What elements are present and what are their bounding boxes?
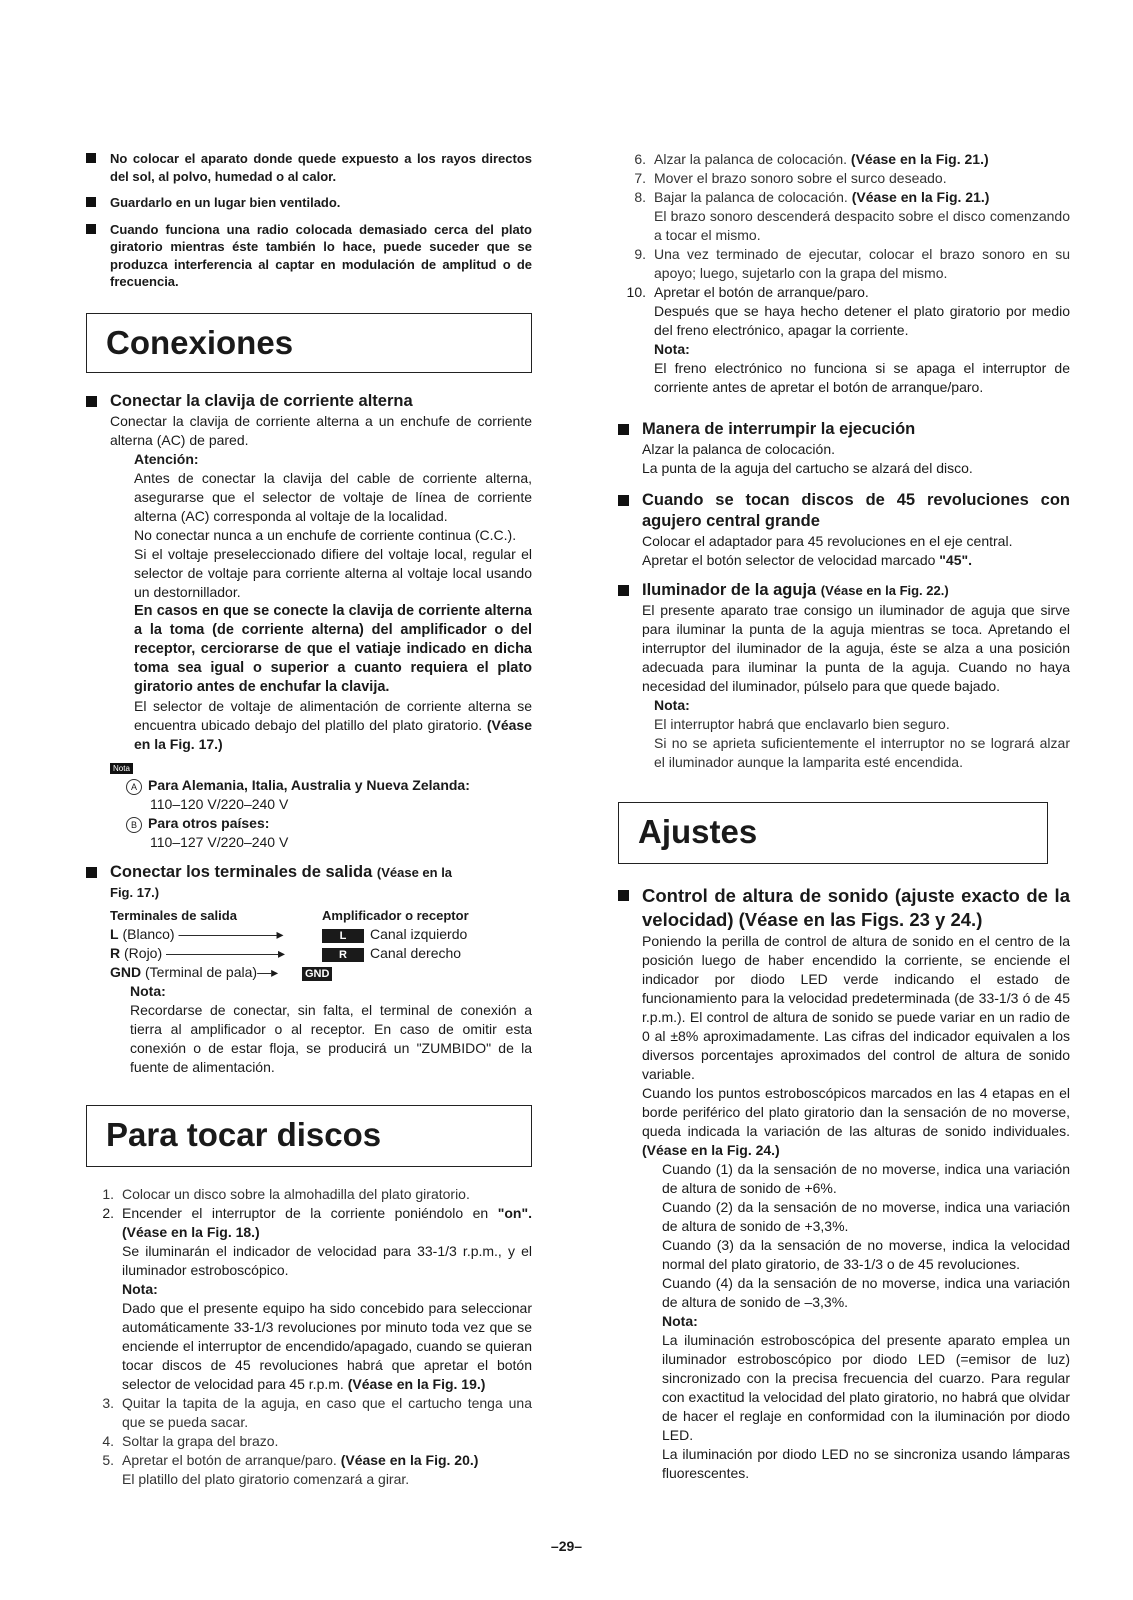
45-rpm-body: Colocar el adaptador para 45 revoluciones en el eje central. <box>642 533 1013 549</box>
pitch-case: Cuando (4) da la sensación de no moverse, indica una variación de altura de sonido de –3,3%. <box>662 1275 1070 1310</box>
atencion-bold-text: En casos en que se conecte la clavija de corriente alterna a la toma (de corriente alterna) del amplificador o del receptor, cerciorarse de que el vatiaje indicado en dicha toma sea igual o superior a cuanto requiera el plato giratorio antes de enchufar la clavija. <box>134 602 532 695</box>
terminal-row: GND (Terminal de pala)—▸ GND <box>86 963 532 982</box>
list-item: 6. Alzar la palanca de colocación. (Véase en la Fig. 21.) <box>634 151 989 167</box>
bullet-square-icon <box>86 867 97 878</box>
atencion-label: Atención: <box>134 450 199 467</box>
pitch-nota: La iluminación estroboscópica del presente aparato emplea un iluminador estroboscópico por diodo LED (=emisor de luz) sincronizado con la precisa frecuencia del cuarzo. Para regular con exactitud la velocidad del plato giratorio, no habrá que olvidar de hacer el reglaje en conformidad con la iluminación por diodo LED. <box>662 1332 1070 1443</box>
list-item: 1. Colocar un disco sobre la almohadilla del plato giratorio. <box>102 1185 470 1202</box>
heading-45-rpm: Cuando se tocan discos de 45 revoluciones con agujero central grande <box>618 490 1070 532</box>
region-b: B Para otros países: <box>86 814 532 833</box>
needle-light-body: El presente aparato trae consigo un iluminador de aguja que sirve para iluminar la punta de la aguja mientras se toca. Apretando el interruptor del iluminador de la aguja, éste se alza a una posición adecuada para iluminar la punta de la aguja. Cuando no haya necesidad del iluminador, púlselo para que quede bajado. <box>642 602 1070 694</box>
nota-text: Recordarse de conectar, sin falta, el terminal de conexión a tierra al amplificador o al receptor. En caso de omitir esta conexión o de estar floja, se producirá un "ZUMBIDO" de la fuente de alimentación. <box>130 1001 532 1075</box>
nota-label: Nota: <box>654 697 690 713</box>
terminal-row: R (Rojo) ————————▸ R Canal derecho <box>110 944 462 961</box>
bullet-square-icon <box>618 424 629 435</box>
page-number: –29– <box>550 1538 583 1554</box>
circled-b-icon: B <box>126 817 142 833</box>
list-item: 5. Apretar el botón de arranque/paro. (Véase en la Fig. 20.) <box>102 1451 479 1468</box>
nota-tag: Nota <box>110 763 133 774</box>
nota-label: Nota: <box>662 1313 698 1329</box>
circled-a-icon: A <box>126 779 142 795</box>
heading-pitch-control: Control de altura de sonido (ajuste exacto de la velocidad) (Véase en las Figs. 23 y 24.) <box>618 884 1070 932</box>
section-heading-para-tocar-discos: Para tocar discos <box>86 1105 532 1167</box>
pitch-case: Cuando (1) da la sensación de no moverse, indica una variación de altura de sonido de +6%. <box>662 1161 1070 1196</box>
heading-needle-light: Iluminador de la aguja (Véase en la Fig. 22.) <box>618 580 1070 601</box>
region-a-voltage: 110–120 V/220–240 V <box>150 795 289 812</box>
list-item: 4. Soltar la grapa del brazo. <box>102 1432 279 1449</box>
nota-row <box>86 758 532 776</box>
bullet-square-icon <box>86 224 96 234</box>
list-item: 9. Una vez terminado de ejecutar, colocar el brazo sonoro en su apoyo; luego, sujetarlo con la grapa del mismo. <box>634 246 1070 281</box>
bullet-square-icon <box>618 890 629 901</box>
step10-nota: El freno electrónico no funciona si se apaga el interruptor de corriente antes de apretar el botón de arranque/paro. <box>654 360 1070 395</box>
heading-output-ref: Fig. 17.) <box>110 884 160 900</box>
bullet-square-icon <box>86 153 96 163</box>
bullet-square-icon <box>618 585 629 596</box>
terminal-tag: L <box>322 929 364 943</box>
atencion-text: Antes de conectar la clavija del cable de corriente alterna, asegurarse que el selector de voltaje de línea de corriente alterna (AC) corresponda al voltaje de la localidad. <box>134 469 532 524</box>
pitch-body: Poniendo la perilla de control de altura de sonido en el centro de la posición luego de haber encendido la corriente, se enciende el indicador por diodo LED verde indicando el estado de funcionamiento para la velocidad predeterminada (de 33-1/3 ó de 45 r.p.m.). El control de altura de sonido se puede variar en un radio de 0 al ±8% aproximadamente. Las cifras del indicador equivalen a los diversos porcentajes aproximados del control de altura de sonido variable. <box>642 933 1070 1082</box>
bullet-item: Guardarlo en un lugar bien ventilado. <box>86 194 532 212</box>
terminal-table-header: Terminales de salida Amplificador o receptor <box>110 907 469 923</box>
bullet-square-icon <box>86 396 97 407</box>
45-rpm-body: Apretar el botón selector de velocidad marcado "45". <box>642 552 973 568</box>
bullet-square-icon <box>86 197 96 207</box>
step10-extra: Después que se haya hecho detener el plato giratorio por medio del freno electrónico, apagar la corriente. <box>654 303 1070 338</box>
interrupt-body: Alzar la palanca de colocación. <box>642 441 836 457</box>
list-item: 3. Quitar la tapita de la aguja, en caso que el cartucho tenga una que se pueda sacar. <box>102 1394 532 1430</box>
heading-output-terminals: Conectar los terminales de salida (Véase en la <box>86 862 532 883</box>
arrow-right-icon: —▸ <box>257 963 279 980</box>
ac-plug-body: Conectar la clavija de corriente alterna a un enchufe de corriente alterna (AC) de pared. <box>110 412 532 448</box>
region-b-voltage: 110–127 V/220–240 V <box>150 833 289 850</box>
list-item: 10. Apretar el botón de arranque/paro. <box>626 284 869 300</box>
step8-extra: El brazo sonoro descenderá despacito sobre el disco comenzando a tocar el mismo. <box>654 208 1070 243</box>
list-item: 8. Bajar la palanca de colocación. (Véase en la Fig. 21.) <box>634 189 990 205</box>
left-column <box>86 150 532 1489</box>
terminal-tag: GND <box>302 967 332 981</box>
region-a: A Para Alemania, Italia, Australia y Nueva Zelanda: <box>86 776 532 795</box>
needle-nota: Si no se aprieta suficientemente el interruptor no se logrará alzar el iluminador aunque la lamparita esté encendida. <box>654 735 1070 770</box>
heading-interrupt: Manera de interrumpir la ejecución <box>618 419 1070 440</box>
terminal-row: L (Blanco) ———————▸ L Canal izquierdo <box>110 925 468 942</box>
atencion-text: No conectar nunca a un enchufe de corriente continua (C.C.). <box>134 526 517 543</box>
section-heading-conexiones: Conexiones <box>86 313 532 373</box>
bullet-square-icon <box>618 495 629 506</box>
pitch-nota: La iluminación por diodo LED no se sincroniza usando lámparas fluorescentes. <box>662 1446 1070 1481</box>
list-item: 7. Mover el brazo sonoro sobre el surco deseado. <box>634 170 947 186</box>
interrupt-body: La punta de la aguja del cartucho se alzará del disco. <box>642 460 973 476</box>
step2-nota: Dado que el presente equipo ha sido concebido para seleccionar automáticamente 33-1/3 revoluciones por minuto toda vez que se enciende el interruptor de encendido/apagado, cuando se quieran tocar discos de 45 revoluciones habrá que apretar el botón selector de velocidad para 45 r.p.m. (Véase en la Fig. 19.) <box>122 1299 532 1392</box>
selector-text: El selector de voltaje de alimentación de corriente alterna se encuentra ubicado debajo del platillo del plato giratorio. (Véase en la Fig. 17.) <box>134 697 532 752</box>
arrow-right-icon: ———————▸ <box>178 925 284 942</box>
heading-ac-plug: Conectar la clavija de corriente alterna <box>86 391 532 412</box>
step5-extra: El platillo del plato giratorio comenzará a girar. <box>122 1470 410 1487</box>
section-heading-ajustes: Ajustes <box>618 802 1048 864</box>
pitch-case: Cuando (3) da la sensación de no moverse, indica la velocidad normal del plato giratorio, de 33-1/3 o de 45 revoluciones. <box>662 1237 1070 1272</box>
nota-label: Nota: <box>654 341 690 357</box>
steps-list <box>86 1185 532 1489</box>
atencion-text: Si el voltaje preseleccionado difiere del voltaje local, regular el selector de voltaje para corriente alterna al voltaje local usando un destornillador. <box>134 545 532 600</box>
bullet-item: No colocar el aparato donde quede expuesto a los rayos directos del sol, al polvo, humedad o al calor. <box>86 150 532 185</box>
right-column <box>618 150 1070 1483</box>
bullet-item: Cuando funciona una radio colocada demasiado cerca del plato giratorio mientras éste también lo hace, puede suceder que se produzca interferencia al captar en modulación de amplitud o de frecuencia. <box>86 221 532 291</box>
nota-label: Nota: <box>130 982 166 999</box>
pitch-body: Cuando los puntos estroboscópicos marcados en las 4 etapas en el borde periférico del plato giratorio dan la sensación de no moverse, queda indicada la variación de las alturas de sonido individuales. (Véase en la Fig. 24.) <box>642 1085 1070 1158</box>
arrow-right-icon: ————————▸ <box>166 944 286 961</box>
step2-text: Se iluminarán el indicador de velocidad para 33-1/3 r.p.m., y el iluminador estroboscópico. <box>122 1242 532 1278</box>
terminal-tag: R <box>322 948 364 962</box>
list-item: 2. Encender el interruptor de la corriente poniéndolo en "on". (Véase en la Fig. 18.) <box>102 1204 532 1240</box>
nota-label: Nota: <box>122 1280 158 1297</box>
needle-nota: El interruptor habrá que enclavarlo bien seguro. <box>654 716 950 732</box>
pitch-case: Cuando (2) da la sensación de no moverse, indica una variación de altura de sonido de +3,3%. <box>662 1199 1070 1234</box>
